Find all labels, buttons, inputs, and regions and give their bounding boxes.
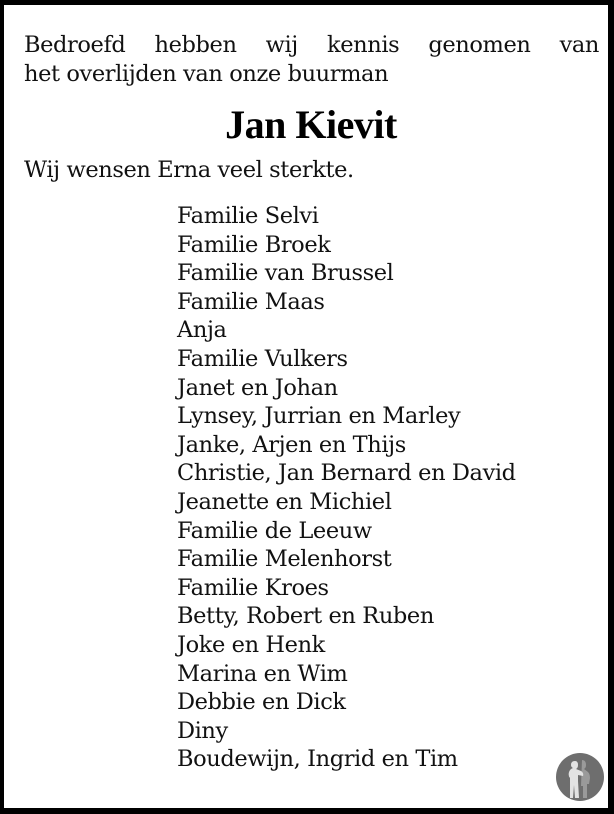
intro-line-1: Bedroefd hebben wij kennis genomen van — [24, 32, 599, 58]
signer: Marina en Wim — [177, 660, 348, 687]
intro-line-2: het overlijden van onze buurman — [24, 61, 389, 87]
wish-text: Wij wensen Erna veel sterkte. — [24, 157, 354, 183]
signer: Anja — [177, 317, 227, 344]
signer: Christie, Jan Bernard en David — [177, 460, 516, 487]
signer: Familie Broek — [177, 231, 331, 258]
signer: Betty, Robert en Ruben — [177, 603, 434, 630]
signer: Janet en Johan — [177, 374, 338, 401]
signer: Familie van Brussel — [177, 260, 394, 287]
signer: Joke en Henk — [177, 631, 325, 658]
signer: Boudewijn, Ingrid en Tim — [177, 746, 458, 773]
signer: Debbie en Dick — [177, 689, 346, 716]
signer: Familie Melenhorst — [177, 546, 392, 573]
signer: Familie Selvi — [177, 203, 319, 229]
signer: Janke, Arjen en Thijs — [177, 431, 406, 458]
condolence-figures-icon — [555, 752, 605, 802]
signer: Familie Kroes — [177, 574, 329, 601]
deceased-name: Jan Kievit — [225, 102, 397, 147]
signer: Diny — [177, 717, 228, 744]
signer: Familie Vulkers — [177, 345, 348, 372]
signer: Familie Maas — [177, 288, 325, 315]
signers-list — [177, 202, 516, 774]
signer: Lynsey, Jurrian en Marley — [177, 403, 461, 430]
intro-text — [24, 31, 599, 89]
signer: Jeanette en Michiel — [177, 488, 392, 515]
signer: Familie de Leeuw — [177, 517, 372, 544]
